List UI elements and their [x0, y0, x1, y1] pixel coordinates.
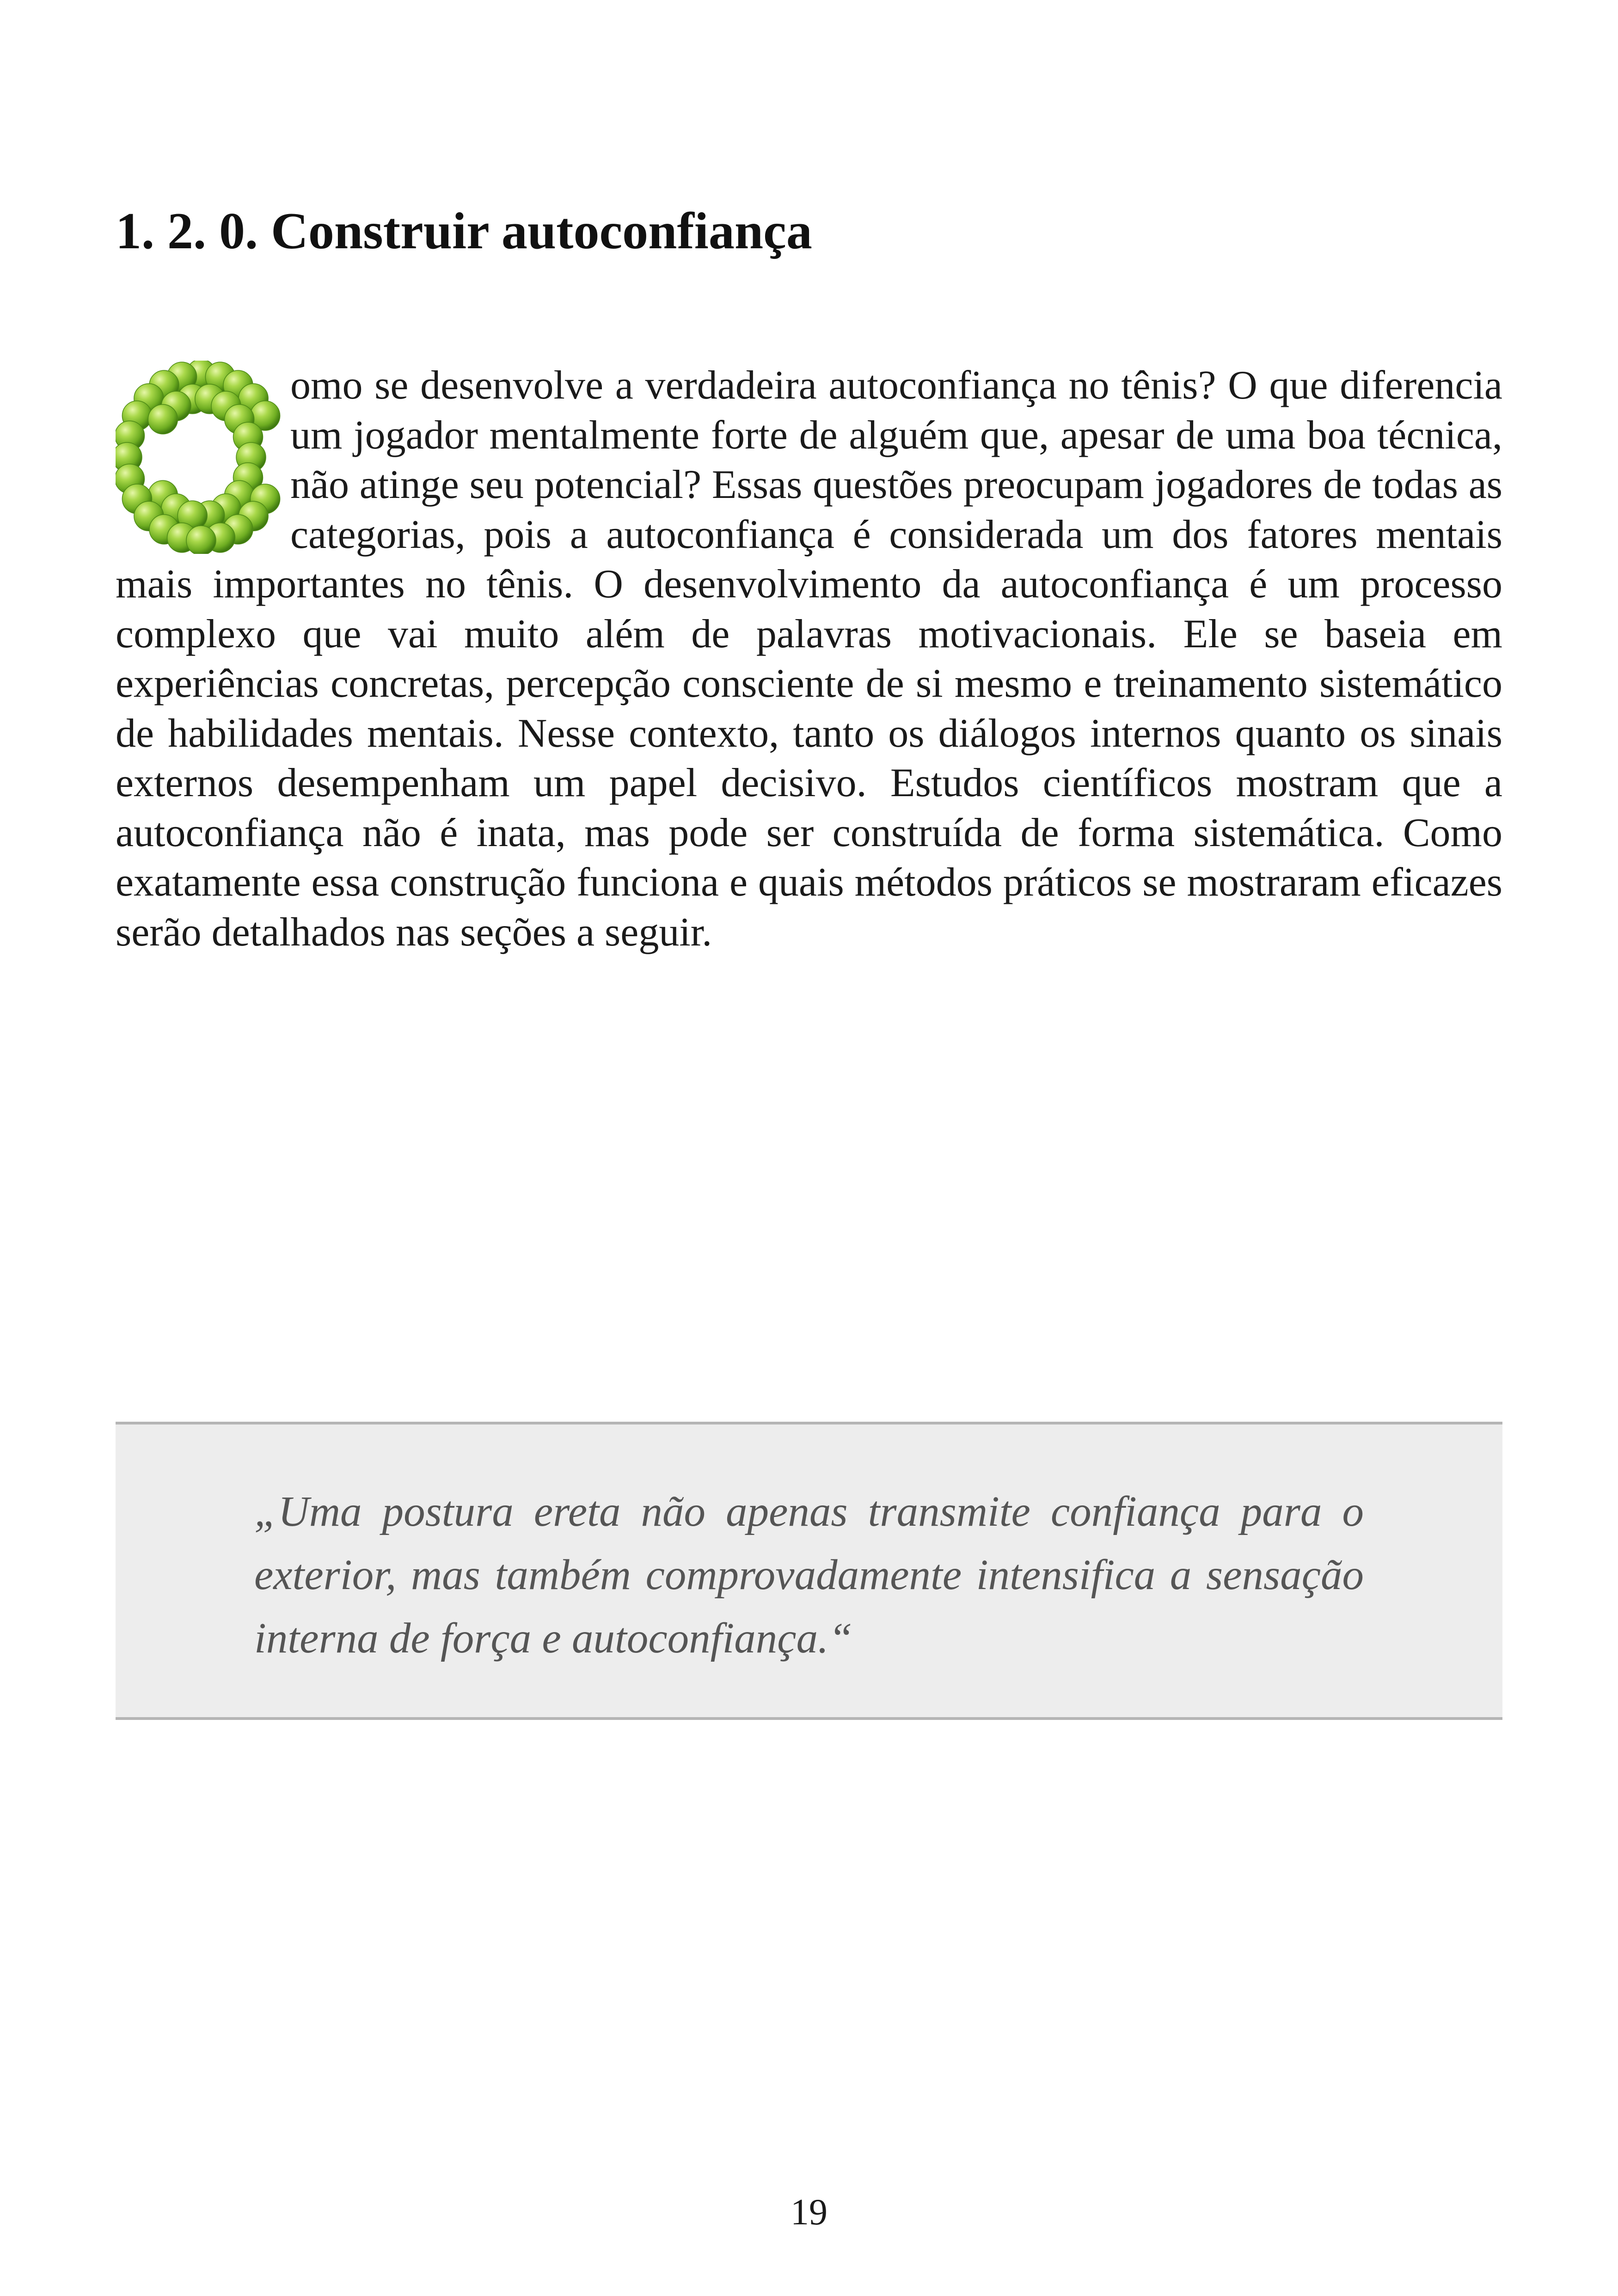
tennis-ball-icon	[148, 405, 178, 434]
intro-paragraph	[116, 361, 1502, 957]
drop-cap-tennis-ball-c-icon	[116, 361, 282, 554]
page-number: 19	[791, 2192, 827, 2233]
pull-quote-text: „Uma postura ereta não apenas transmite confiança para o exterior, mas também comprovadamente intensifica a sensação interna de força e autoconfiança.“	[254, 1488, 1364, 1662]
paragraph-body-text: omo se desenvolve a verdadeira autoconfiança no tênis? O que diferencia um jogador mentalmente forte de alguém que, apesar de uma boa técnica, não atinge seu potencial? Essas questões preocupam jogadores de todas as categorias, pois a autoconfiança é considerada um dos fatores mentais mais importantes no tênis. O desenvolvimento da autoconfiança é um processo complexo que vai muito além de palavras motivacionais. Ele se baseia em experiências concretas, percepção consciente de si mesmo e treinamento sistemático de habilidades mentais. Nesse contexto, tanto os diálogos internos quanto os sinais externos desempenham um papel decisivo. Estudos científicos mostram que a autoconfiança não é inata, mas pode ser construída de forma sistemática. Como exatamente essa construção funciona e quais métodos práticos se mostraram eficazes serão detalhados nas seções a seguir.	[116, 363, 1502, 955]
pull-quote-box	[116, 1422, 1502, 1720]
tennis-ball-icon	[186, 526, 216, 554]
section-heading: 1. 2. 0. Construir autoconfiança	[116, 203, 812, 260]
